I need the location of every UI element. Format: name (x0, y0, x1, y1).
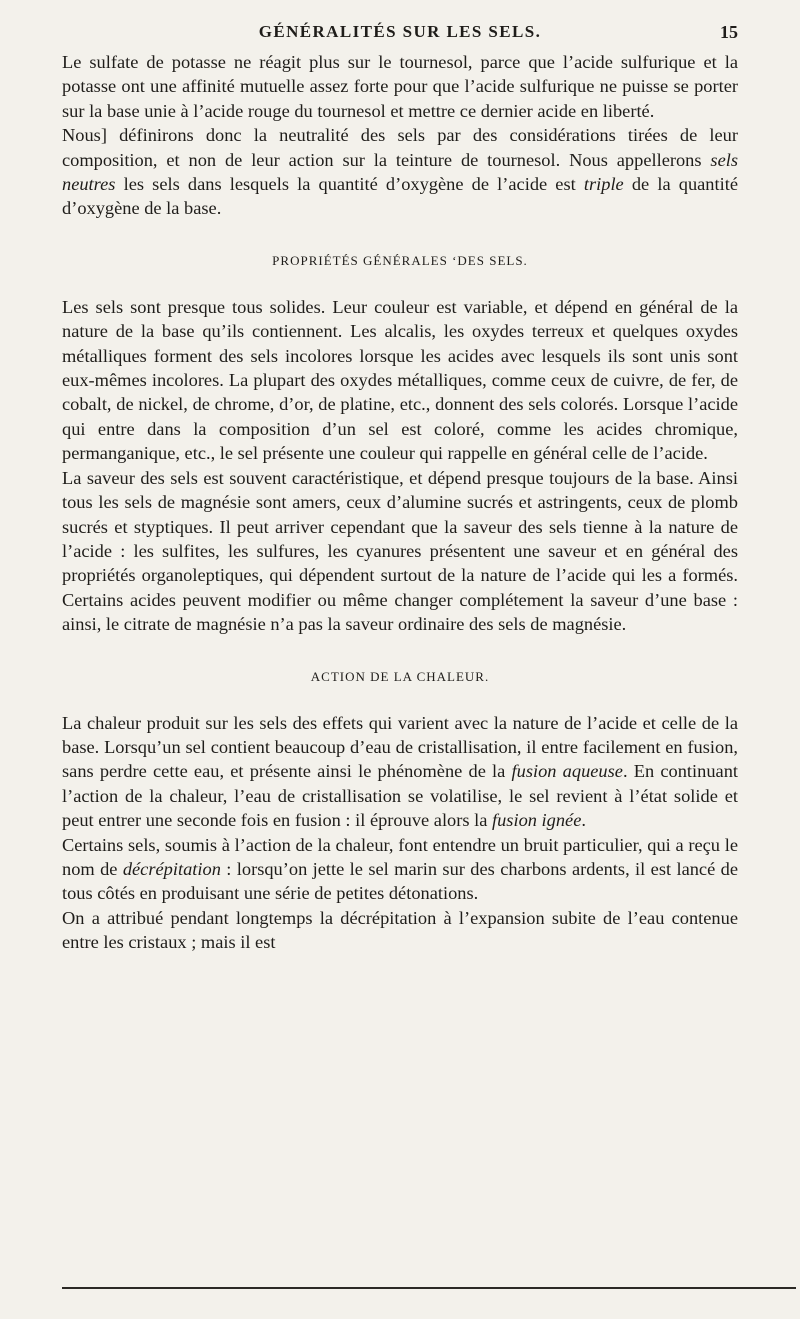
text-run: . (581, 810, 586, 831)
section-heading-proprietes: PROPRIÉTÉS GÉNÉRALES ‘DES SELS. (272, 252, 528, 268)
running-head (62, 16, 738, 50)
text-run: : lorsqu’on jette le sel marin sur des charbons ardents, il est lancé de tous côtés en produisant une série de petites détonations. (62, 858, 738, 904)
running-title: GÉNÉRALITÉS SUR LES SELS. (258, 22, 542, 41)
paragraph-expansion: On a attribué pendant longtemps la décrépitation à l’expansion subite de l’eau contenue entre les cristaux ; mais il est (62, 907, 738, 953)
text-run: La chaleur produit sur les sels des effets qui varient avec la nature de l’acide et celle de la base. Lorsqu’un sel contient beaucoup d’eau de cristallisation, il entre facilement en fusion, sans perdre cette eau, et présente ainsi le phénomène de la (62, 712, 738, 782)
section-heading-chaleur: ACTION DE LA CHALEUR. (310, 668, 490, 684)
emphasis-fusion-aqueuse: fusion aqueuse (511, 761, 623, 782)
paragraph-decrepitation (62, 833, 738, 906)
page-number: 15 (720, 22, 738, 42)
text-run: les sels dans lesquels la quantité d’oxygène de l’acide est (115, 174, 584, 195)
paragraph-fusion (62, 711, 738, 833)
text-run: . En continuant l’action de la chaleur, l’eau de cristallisation se volatilise, le sel revient à l’état solide et peut entrer une seconde fois en fusion : il éprouve alors la (62, 761, 738, 831)
paragraph-couleur: Les sels sont presque tous solides. Leur couleur est variable, et dépend en général de la nature de la base qu’ils contiennent. Les alcalis, les oxydes terreux et quelques oxydes métalliques forment des sels incolores lorsque les acides avec lesquels ils sont unis sont eux-mêmes incolores. La plupart des oxydes métalliques, comme ceux de cuivre, de fer, de cobalt, de nickel, de chrome, d’or, de platine, etc., donnent des sels colorés. Lorsque l’acide qui entre dans la composition d’un sel est coloré, comme les acides chromique, permanganique, etc., le sel présente une couleur qui rappelle en général celle de l’acide. (62, 296, 738, 464)
page-edge-rule (62, 1287, 796, 1289)
emphasis-sels-neutres: sels neutres (62, 149, 738, 195)
emphasis-fusion-ignee: fusion ignée (492, 810, 582, 831)
paragraph-intro-1: Le sulfate de potasse ne réagit plus sur le tournesol, parce que l’acide sulfurique et la potasse ont une affinité mutuelle assez forte pour que l’acide sulfurique ne puisse se porter sur la base unie à l’acide rouge du tournesol et mettre ce dernier acide en liberté. (62, 52, 738, 121)
paragraph-intro-2 (62, 123, 738, 221)
emphasis-decrepitation: décrépitation (122, 858, 221, 879)
text-run: Nous] définirons donc la neutralité des sels par des considérations tirées de leur composition, et non de leur action sur la teinture de tournesol. Nous appellerons (62, 125, 738, 170)
text-run: de la quantité d’oxygène de la base. (62, 174, 738, 219)
paragraph-saveur: La saveur des sels est souvent caractéristique, et dépend presque toujours de la base. Ainsi tous les sels de magnésie sont amers, ceux d’alumine sucrés et astringents, ceux de plomb sucrés et styptiques. Il peut arriver cependant que la saveur des sels tienne à la nature de l’acide : les sulfites, les sulfures, les cyanures présentent une saveur et en général des propriétés organoleptiques, qui dépendent surtout de la nature de l’acide qui les a formés. Certains acides peuvent modifier ou même changer complétement la saveur d’une base : ainsi, le citrate de magnésie n’a pas la saveur ordinaire des sels de magnésie. (62, 467, 738, 635)
text-run: Certains sels, soumis à l’action de la chaleur, font entendre un bruit particulier, qui a reçu le nom de (62, 834, 738, 879)
emphasis-triple: triple (583, 174, 624, 195)
